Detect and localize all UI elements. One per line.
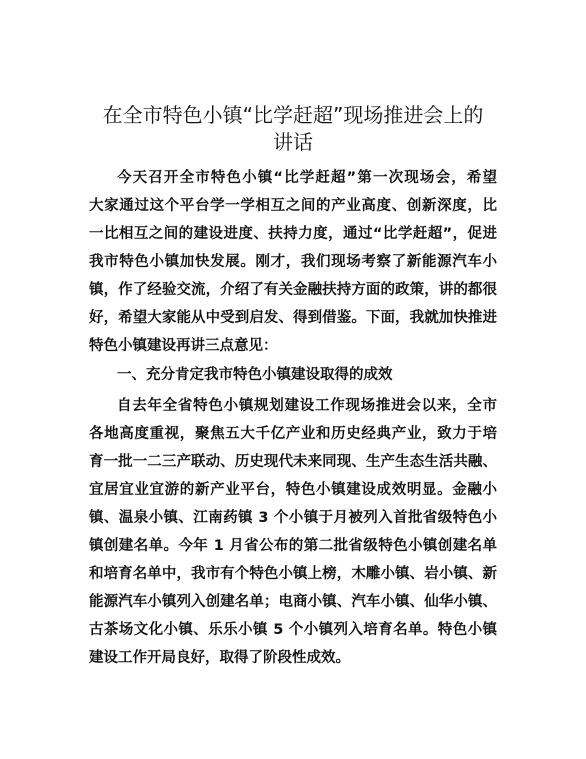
paragraph-3-line-9: 古茶场文化小镇、乐乐小镇 5 个小镇列入培育名单。特色小镇 bbox=[89, 622, 497, 638]
paragraph-1-line-7: 特色小镇建设再讲三点意见： bbox=[89, 338, 278, 354]
paragraph-3-line-1: 自去年全省特色小镇规划建设工作现场推进会以来，全市 bbox=[117, 398, 497, 414]
paragraph-3-line-7: 和培育名单中，我市有个特色小镇上榜，木雕小镇、岩小镇、新 bbox=[89, 566, 497, 582]
paragraph-1-line-2: 大家通过这个平台学一学相互之间的产业高度、创新深度，比 bbox=[89, 198, 497, 214]
paragraph-3-line-3: 育一批一二三产联动、历史现代未来同现、生产生态生活共融、 bbox=[89, 454, 497, 470]
paragraph-1-line-1: 今天召开全市特色小镇“比学赶超”第一次现场会，希望 bbox=[117, 170, 497, 186]
paragraph-3-line-4: 宜居宜业宜游的新产业平台，特色小镇建设成效明显。金融小 bbox=[89, 482, 497, 498]
paragraph-1-line-3: 一比相互之间的建设进度、扶持力度，通过“比学赶超”，促进 bbox=[89, 226, 497, 242]
document-title-line-2: 讲话 bbox=[273, 130, 313, 154]
section-heading-1: 一、充分肯定我市特色小镇建设取得的成效 bbox=[117, 367, 393, 383]
paragraph-1-line-6: 好，希望大家能从中受到启发、得到借鉴。下面，我就加快推进 bbox=[89, 310, 497, 326]
paragraph-3-line-10: 建设工作开局良好，取得了阶段性成效。 bbox=[89, 650, 350, 666]
paragraph-1-line-5: 镇，作了经验交流，介绍了有关金融扶持方面的政策，讲的都很 bbox=[89, 282, 497, 298]
paragraph-3-line-5: 镇、温泉小镇、江南药镇 3 个小镇于月被列入首批省级特色小 bbox=[89, 510, 497, 526]
paragraph-3-line-2: 各地高度重视，聚焦五大千亿产业和历史经典产业，致力于培 bbox=[89, 426, 497, 442]
document-title-line-1: 在全市特色小镇“比学赶超”现场推进会上的 bbox=[102, 103, 484, 127]
paragraph-3-line-8: 能源汽车小镇列入创建名单；电商小镇、汽车小镇、仙华小镇、 bbox=[89, 594, 497, 610]
paragraph-1-line-4: 我市特色小镇加快发展。刚才，我们现场考察了新能源汽车小 bbox=[89, 254, 497, 270]
paragraph-3-line-6: 镇创建名单。今年 1 月省公布的第二批省级特色小镇创建名单 bbox=[89, 538, 497, 554]
